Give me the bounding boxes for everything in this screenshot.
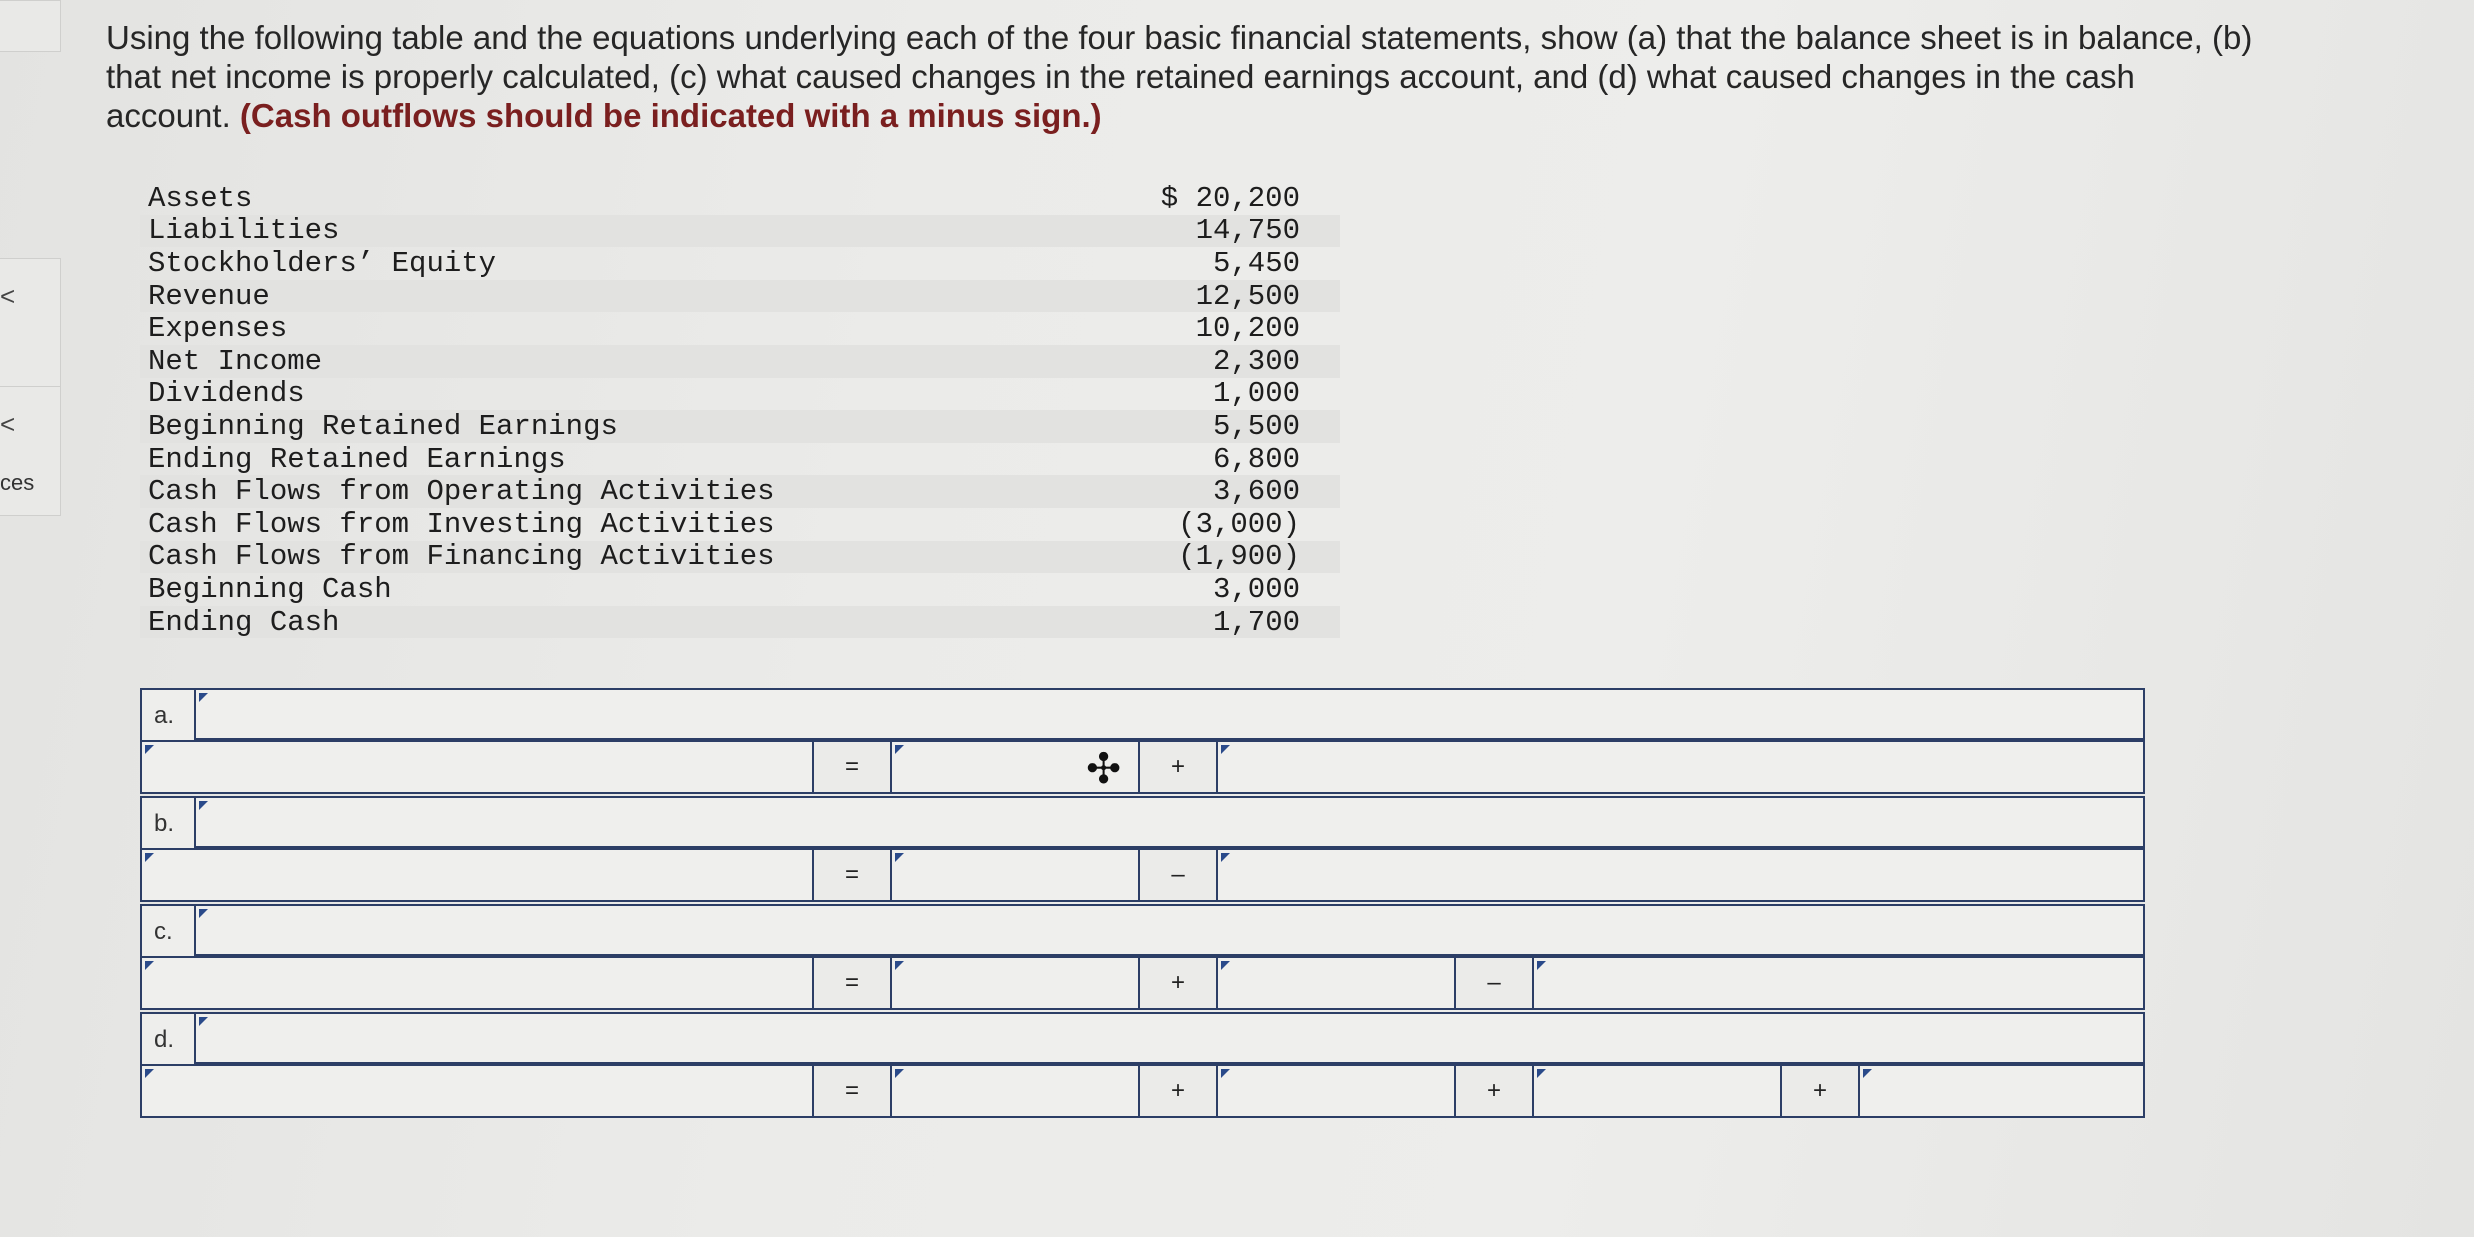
row-value: 3,000 [1212,572,1300,606]
answer-c-label-input[interactable] [194,904,2145,956]
plus-sign: + [1138,958,1216,1008]
dropdown-marker-icon [199,1017,208,1026]
dropdown-marker-icon [895,745,904,754]
dropdown-marker-icon [145,853,154,862]
row-value: 3,600 [1212,475,1300,509]
row-value: 12,500 [1195,279,1300,313]
plus-sign: + [1138,1066,1216,1116]
answer-c-input-2[interactable] [890,958,1140,1008]
row-label: Dividends [148,377,305,411]
table-row [140,443,1340,476]
move-cursor-icon: ✣ [1086,745,1122,792]
dropdown-marker-icon [145,1069,154,1078]
answer-d-input-3[interactable] [1216,1066,1456,1116]
row-label: Ending Cash [148,605,340,639]
answer-d-input-2[interactable] [890,1066,1140,1116]
table-row [140,182,1340,215]
answer-a-label-input[interactable] [194,688,2145,740]
answer-c-equation [140,956,2145,1010]
plus-sign: + [1780,1066,1858,1116]
row-label: Cash Flows from Operating Activities [148,475,775,509]
row-label: Beginning Retained Earnings [148,409,618,443]
dropdown-marker-icon [1221,1069,1230,1078]
table-row [140,247,1340,280]
minus-sign: – [1454,958,1532,1008]
equals-sign: = [812,958,890,1008]
dropdown-marker-icon [1221,853,1230,862]
answer-a-equation [140,740,2145,794]
question-text [106,18,2266,135]
table-row [140,345,1340,378]
section-letter: b. [154,810,175,837]
table-row [140,475,1340,508]
plus-sign: + [1138,742,1216,792]
section-a [140,688,2145,740]
dropdown-marker-icon [145,961,154,970]
table-row [140,508,1340,541]
sidebar-label: ces [0,470,35,495]
answer-d-equation [140,1064,2145,1118]
answer-grid [140,688,2145,1120]
section-d [140,1012,2145,1064]
answer-b-label-input[interactable] [194,796,2145,848]
table-row [140,410,1340,443]
row-label: Net Income [148,344,323,378]
row-value: (1,900) [1178,540,1300,574]
row-value: 10,200 [1195,312,1300,346]
section-c [140,904,2145,956]
row-label: Liabilities [148,214,340,248]
sidebar-tab[interactable] [0,0,61,52]
section-b [140,796,2145,848]
row-label: Revenue [148,279,270,313]
answer-d-input-5[interactable] [1858,1066,2143,1116]
row-label: Cash Flows from Financing Activities [148,540,775,574]
plus-sign: + [1454,1066,1532,1116]
row-value: 6,800 [1212,442,1300,476]
row-value: $ 20,200 [1160,181,1300,215]
dropdown-marker-icon [199,801,208,810]
equals-sign: = [812,742,890,792]
dropdown-marker-icon [895,1069,904,1078]
equals-sign: = [812,850,890,900]
answer-d-input-1[interactable] [142,1066,812,1116]
dropdown-marker-icon [145,745,154,754]
financial-data-table [140,182,1340,638]
table-row [140,312,1340,345]
table-row [140,541,1340,574]
table-row [140,280,1340,313]
row-value: 14,750 [1195,214,1300,248]
row-label: Stockholders’ Equity [148,246,497,280]
row-value: 5,450 [1212,246,1300,280]
answer-b-equation [140,848,2145,902]
sidebar [0,0,62,1237]
dropdown-marker-icon [199,693,208,702]
answer-d-label-input[interactable] [194,1012,2145,1064]
dropdown-marker-icon [1863,1069,1872,1078]
answer-b-input-2[interactable] [890,850,1140,900]
answer-a-input-1[interactable] [142,742,812,792]
dropdown-marker-icon [1537,961,1546,970]
question-instruction: (Cash outflows should be indicated with a minus sign.) [239,97,1102,134]
equals-sign: = [812,1066,890,1116]
dropdown-marker-icon [199,909,208,918]
section-letter: a. [154,702,175,729]
answer-d-input-4[interactable] [1532,1066,1782,1116]
answer-b-input-3[interactable] [1216,850,2143,900]
row-label: Expenses [148,312,288,346]
answer-c-input-3[interactable] [1216,958,1456,1008]
dropdown-marker-icon [1221,961,1230,970]
chevron-left-icon[interactable]: < [0,281,16,311]
dropdown-marker-icon [1221,745,1230,754]
row-label: Assets [148,181,253,215]
section-letter: c. [154,918,173,945]
answer-a-input-3[interactable] [1216,742,2143,792]
answer-b-input-1[interactable] [142,850,812,900]
row-value: 1,700 [1212,605,1300,639]
table-row [140,378,1340,411]
table-row [140,215,1340,248]
row-label: Beginning Cash [148,572,392,606]
dropdown-marker-icon [1537,1069,1546,1078]
chevron-left-icon[interactable]: < [0,409,16,439]
table-row [140,606,1340,639]
sidebar-tab[interactable] [0,258,61,388]
row-value: (3,000) [1178,507,1300,541]
row-value: 5,500 [1212,409,1300,443]
answer-c-input-4[interactable] [1532,958,2143,1008]
dropdown-marker-icon [895,853,904,862]
row-label: Ending Retained Earnings [148,442,566,476]
row-value: 2,300 [1212,344,1300,378]
sidebar-tab[interactable] [0,386,61,516]
minus-sign: – [1138,850,1216,900]
answer-c-input-1[interactable] [142,958,812,1008]
question-body: Using the following table and the equations underlying each of the four basic financial statements, show (a) that the balance sheet is in balance, (b) that net income is properly calculated, (c) what caused changes in the retained earnings account, and (d) what caused changes in the cash account. [106,19,2253,134]
row-value: 1,000 [1212,377,1300,411]
dropdown-marker-icon [895,961,904,970]
table-row [140,573,1340,606]
section-letter: d. [154,1026,175,1053]
row-label: Cash Flows from Investing Activities [148,507,775,541]
